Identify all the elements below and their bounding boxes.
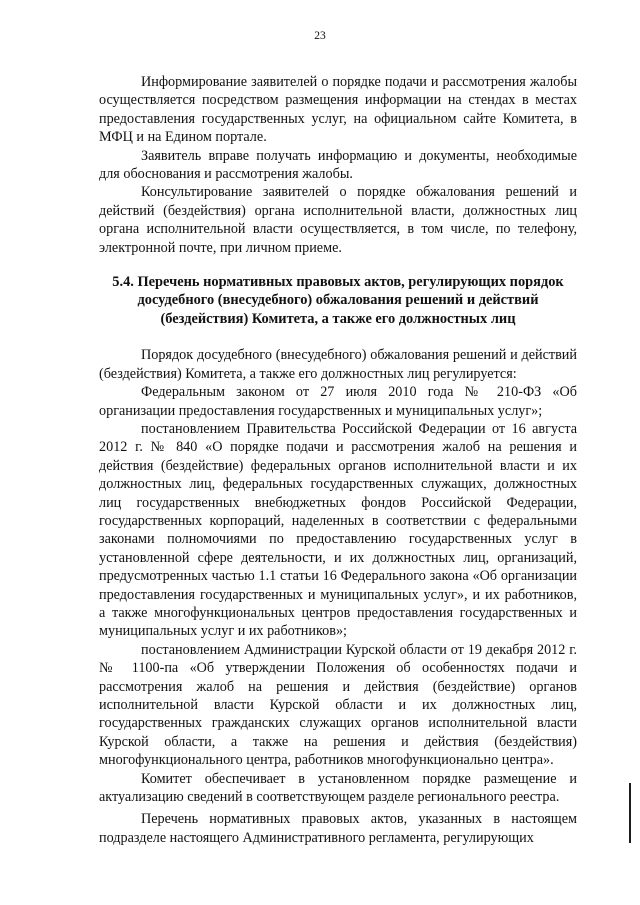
paragraph-consulting: Консультирование заявителей о порядке обжалования решений и действий (бездействия) органа исполнительной власти, должностных лиц органа исполнительной власти осуществляется, в том числе, по телефону, электронной почте, при личном приеме. — [99, 184, 577, 256]
paragraph-acts-list: Перечень нормативных правовых актов, указанных в настоящем подразделе настоящего Административного регламента, регулирующих — [99, 811, 577, 846]
paragraph-federal-law: Федеральным законом от 27 июля 2010 года № 210-ФЗ «Об организации предоставления государственных и муниципальных услуг»; — [99, 384, 577, 419]
paragraph-informing: Информирование заявителей о порядке подачи и рассмотрения жалобы осуществляется посредством размещения информации на стендах в местах предоставления государственных услуг, на официальном сайте Комитета, в МФЦ и на Едином портале. — [99, 74, 577, 146]
scan-edge-mark — [629, 783, 631, 843]
paragraph-government-decree: постановлением Правительства Российской Федерации от 16 августа 2012 г. № 840 «О порядке подачи и рассмотрения жалоб на решения и действия (бездействие) федеральных органов исполнительной власти и их должностных лиц, федеральных государственных служащих, должностных лиц государственных внебюджетных фондов Российской Федерации, государственных корпораций, наделенных в соответствии с федеральными законами полномочиями по предоставлению государственных услуг в установленной сфере деятельности, и их должностных лиц, организаций, предусмотренных частью 1.1 статьи 16 Федерального закона «Об организации предоставления государственных и муниципальных услуг», и их работников, а также многофункциональных центров предоставления государственных и муниципальных услуг и их работников»; — [99, 420, 577, 640]
document-body — [99, 73, 577, 847]
paragraph-register-publication: Комитет обеспечивает в установленном порядке размещение и актуализацию сведений в соответствующем разделе регионального реестра. — [99, 770, 577, 806]
page-number: 23 — [314, 30, 326, 42]
paragraph-applicant-rights: Заявитель вправе получать информацию и документы, необходимые для обоснования и рассмотрения жалобы. — [99, 147, 577, 183]
section-heading-block — [99, 273, 577, 328]
section-heading: 5.4. Перечень нормативных правовых актов, регулирующих порядок досудебного (внесудебного) обжалования решений и действий (бездействия) Комитета, а также его должностных лиц — [112, 274, 564, 327]
paragraph-procedure-regulated: Порядок досудебного (внесудебного) обжалования решений и действий (бездействия) Комитета, а также его должностных лиц регулируется: — [99, 347, 577, 382]
paragraph-kursk-decree: постановлением Администрации Курской области от 19 декабря 2012 г. № 1100-па «Об утверждении Положения об особенностях подачи и рассмотрения жалоб на решения и действия (бездействие) органов исполнительной власти Курской области и их должностных лиц, государственных гражданских служащих органов исполнительной власти Курской области, а также на решения и действия (бездействия) многофункционального центра, работников многофункционально центра». — [99, 641, 577, 769]
